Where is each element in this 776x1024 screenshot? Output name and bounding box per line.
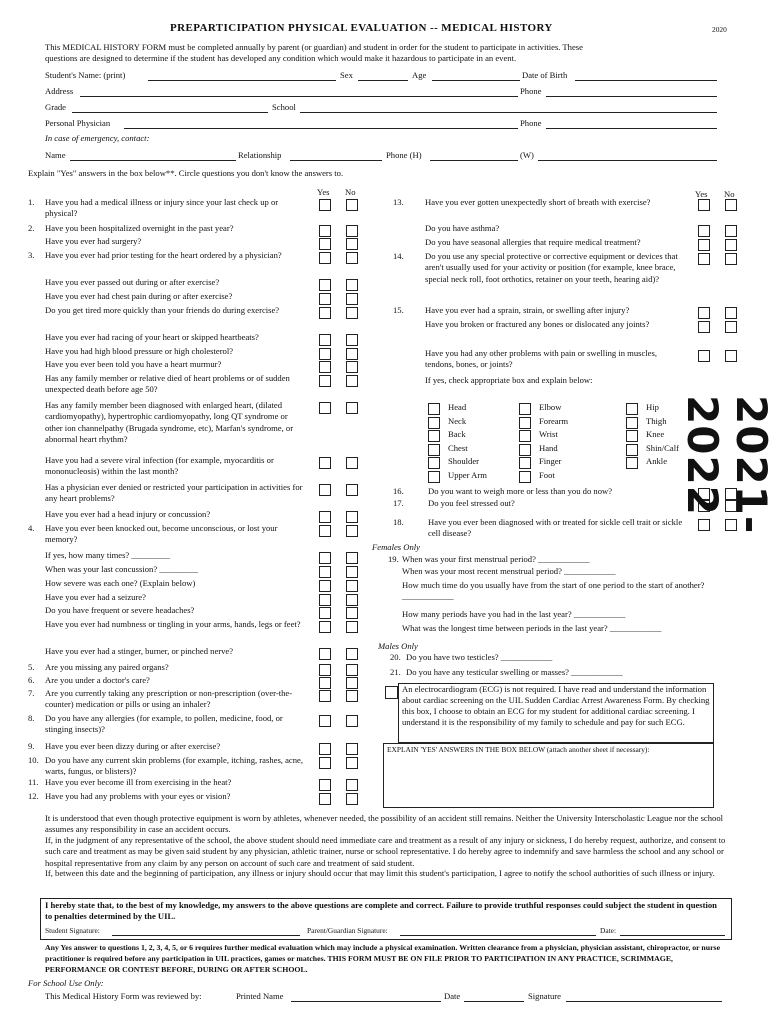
body-part-checkbox[interactable]	[626, 417, 638, 429]
right-question-text: Have you ever had a sprain, strain, or swelling after injury?	[425, 305, 630, 315]
body-part-checkbox[interactable]	[519, 444, 531, 456]
reviewed-by-label: This Medical History Form was reviewed by:	[45, 991, 202, 1001]
right-no-checkbox[interactable]	[725, 253, 737, 265]
female-question-text: What was the longest time between periods in the last year? ____________	[402, 623, 662, 633]
left-no-checkbox[interactable]	[346, 525, 358, 537]
left-yes-checkbox[interactable]	[319, 552, 331, 564]
left-question-text: Have you ever been knocked out, become unconscious, or lost your memory?	[45, 523, 278, 545]
right-question-text: Do you feel stressed out?	[428, 498, 515, 508]
legal-paragraph-2: If, in the judgment of any representative of the school, the above student should need immediate care and treatment as a result of any injury or sickness, I do hereby request, authorize, and consent to such care and treatment as may be given said student by any physician, athletic trainer, nurse or school representative. I do hereby agree to indemnify and save harmless the school and any school or hospital representative from any claim by any person on account of such care and treatment of said student.	[45, 835, 726, 868]
right-yes-header: Yes	[695, 189, 708, 199]
dob-field[interactable]	[575, 80, 717, 81]
body-part-label: Chest	[448, 442, 468, 453]
left-question-number: 9.	[28, 741, 35, 751]
left-no-checkbox[interactable]	[346, 293, 358, 305]
label-physician: Personal Physician	[45, 118, 111, 128]
left-yes-checkbox[interactable]	[319, 757, 331, 769]
females-only-label: Females Only	[372, 542, 420, 552]
left-yes-checkbox[interactable]	[319, 677, 331, 689]
left-question-text: How severe was each one? (Explain below)	[45, 578, 196, 588]
left-yes-checkbox[interactable]	[319, 279, 331, 291]
left-yes-checkbox[interactable]	[319, 648, 331, 660]
body-part-checkbox[interactable]	[428, 457, 440, 469]
body-part-checkbox[interactable]	[519, 471, 531, 483]
left-yes-checkbox[interactable]	[319, 375, 331, 387]
grade-field[interactable]	[72, 112, 268, 113]
body-part-checkbox[interactable]	[428, 417, 440, 429]
left-question-text: Are you currently taking any prescription or non-prescription (over-the-counter) medication or pills or using an inhaler?	[45, 688, 293, 710]
ecg-checkbox[interactable]	[385, 686, 398, 699]
label-phone: Phone	[520, 86, 542, 96]
right-no-checkbox[interactable]	[725, 225, 737, 237]
left-no-checkbox[interactable]	[346, 715, 358, 727]
right-question-text: Do you use any special protective or corrective equipment or devices that aren't usually used for your activity or position (for example, knee brace, special neck roll, foot orthotics, retainer on your teeth, hearing aid)?	[425, 251, 678, 284]
female-question-text: When was your first menstrual period? ____________	[402, 554, 590, 564]
left-yes-checkbox[interactable]	[319, 252, 331, 264]
body-part-checkbox[interactable]	[519, 430, 531, 442]
left-question-text: Have you ever had racing of your heart or skipped heartbeats?	[45, 332, 259, 342]
body-part-label: Shoulder	[448, 456, 480, 467]
relationship-field[interactable]	[290, 160, 382, 161]
left-question-text: Do you have frequent or severe headaches?	[45, 605, 195, 615]
left-question-text: Have you had any problems with your eyes or vision?	[45, 791, 231, 801]
left-no-checkbox[interactable]	[346, 648, 358, 660]
left-no-checkbox[interactable]	[346, 402, 358, 414]
right-question-text: Have you ever gotten unexpectedly short of breath with exercise?	[425, 197, 651, 207]
body-part-label: Head	[448, 402, 467, 412]
left-no-checkbox[interactable]	[346, 279, 358, 291]
left-question-number: 11.	[28, 777, 39, 787]
male-question-number: 21.	[390, 667, 401, 677]
ecg-text: An electrocardiogram (ECG) is not required. I have read and understand the information about cardiac screening on the UIL Sudden Cardiac Arrest Awareness Form. By checking this box, I choose to obtain an ECG for my student for additional cardiac screening. I understand it is the responsibility of my family to schedule and pay for such ECG.	[402, 684, 710, 727]
right-question-number: 13.	[393, 197, 404, 207]
right-question-text: Do you have seasonal allergies that require medical treatment?	[425, 237, 641, 247]
review-date-field[interactable]	[464, 1001, 524, 1002]
school-field[interactable]	[300, 112, 717, 113]
body-part-label: Hand	[539, 442, 558, 453]
body-part-checkbox[interactable]	[626, 430, 638, 442]
phone-h-field[interactable]	[430, 160, 518, 161]
right-question-text: Do you have asthma?	[425, 223, 500, 233]
body-part-label: Shin/Calf	[646, 442, 679, 453]
body-part-label: Ankle	[646, 456, 668, 467]
female-question-text: When was your most recent menstrual period? ____________	[402, 566, 616, 576]
left-question-text: Have you ever become ill from exercising in the heat?	[45, 777, 232, 787]
label-age: Age	[412, 70, 427, 80]
left-no-checkbox[interactable]	[346, 664, 358, 676]
legal-paragraph-1: It is understood that even though protective equipment is worn by athletes, whenever needed, the possibility of an accident still remains. Neither the University Interscholastic League nor the school assumes any responsibility in case an accident occurs.	[45, 813, 723, 835]
review-date-label: Date	[444, 991, 461, 1001]
left-no-checkbox[interactable]	[346, 594, 358, 606]
right-question-number: 15.	[393, 305, 404, 315]
right-yes-checkbox[interactable]	[698, 519, 710, 531]
left-no-checkbox[interactable]	[346, 484, 358, 496]
left-question-text: If yes, how many times? _________	[45, 550, 171, 560]
printed-name-field[interactable]	[291, 1001, 441, 1002]
label-phone-w: (W)	[520, 150, 534, 160]
review-signature-label: Signature	[528, 991, 561, 1001]
left-no-checkbox[interactable]	[346, 793, 358, 805]
label-grade: Grade	[45, 102, 66, 112]
age-field[interactable]	[432, 80, 520, 81]
legal-paragraph-3: If, between this date and the beginning of participation, any illness or injury should occur that may limit this student's participation, I agree to notify the school authorities of such illness or injury.	[45, 868, 715, 878]
right-no-header: No	[724, 189, 735, 199]
phone-w-field[interactable]	[538, 160, 717, 161]
left-question-text: Has a physician ever denied or restricted your participation in activities for any heart problems?	[45, 482, 303, 504]
parent-signature-field[interactable]	[400, 935, 596, 936]
left-question-text: When was your last concussion? _________	[45, 564, 198, 574]
left-no-checkbox[interactable]	[346, 566, 358, 578]
emergency-name-field[interactable]	[70, 160, 236, 161]
male-question-number: 20.	[390, 652, 401, 662]
left-yes-checkbox[interactable]	[319, 743, 331, 755]
right-question-number: 16.	[393, 486, 404, 496]
explain-instructions: Explain "Yes" answers in the box below**. Circle questions you don't know the answers to.	[28, 168, 344, 178]
review-signature-field[interactable]	[566, 1001, 722, 1002]
left-question-text: Have you had high blood pressure or high cholesterol?	[45, 346, 234, 356]
left-question-text: Have you been hospitalized overnight in the past year?	[45, 223, 234, 233]
body-part-checkbox[interactable]	[428, 444, 440, 456]
label-name: Name	[45, 150, 66, 160]
left-no-checkbox[interactable]	[346, 552, 358, 564]
left-no-checkbox[interactable]	[346, 580, 358, 592]
label-relationship: Relationship	[238, 150, 282, 160]
left-yes-checkbox[interactable]	[319, 607, 331, 619]
parent-signature-label: Parent/Guardian Signature:	[307, 926, 388, 935]
left-no-checkbox[interactable]	[346, 225, 358, 237]
left-yes-checkbox[interactable]	[319, 307, 331, 319]
form-year: 2020	[712, 25, 727, 34]
left-question-text: Have you ever had numbness or tingling in your arms, hands, legs or feet?	[45, 619, 301, 629]
left-question-text: Are you missing any paired organs?	[45, 662, 169, 672]
left-yes-checkbox[interactable]	[319, 238, 331, 250]
left-question-number: 1.	[28, 197, 35, 207]
right-yes-checkbox[interactable]	[698, 199, 710, 211]
left-yes-checkbox[interactable]	[319, 293, 331, 305]
body-part-label: Back	[448, 429, 466, 440]
male-question-text: Do you have any testicular swelling or masses? ____________	[406, 667, 623, 677]
left-question-text: Do you have any current skin problems (for example, itching, rashes, acne, warts, fungus, or blisters)?	[45, 755, 303, 777]
left-question-text: Have you ever had a stinger, burner, or pinched nerve?	[45, 646, 234, 656]
left-yes-checkbox[interactable]	[319, 484, 331, 496]
label-dob: Date of Birth	[522, 70, 568, 80]
right-yes-checkbox[interactable]	[698, 253, 710, 265]
left-yes-checkbox[interactable]	[319, 566, 331, 578]
left-question-text: Have you had a severe viral infection (for example, myocarditis or mononucleosis) within the last month?	[45, 455, 274, 477]
left-question-text: Have you ever been told you have a heart murmur?	[45, 359, 222, 369]
declaration-text: I hereby state that, to the best of my knowledge, my answers to the above questions are complete and correct. Failure to provide truthful responses could subject the student in question to penalties determined by the UIL.	[45, 900, 717, 921]
intro-line-2: questions are designed to determine if the student has developed any condition which would make it hazardous to participate in an event.	[45, 53, 517, 63]
left-question-text: Do you have any allergies (for example, to pollen, medicine, food, or stinging insects)?	[45, 713, 283, 735]
right-yes-checkbox[interactable]	[698, 321, 710, 333]
footer-note: Any Yes answer to questions 1, 2, 3, 4, 5, or 6 requires further medical evaluation which may include a physical examination. Written clearance from a physician, physician assistant, chiropractor, or nurse practitioner is required before any participation in UIL practices, games or matches. THIS FORM MUST BE ON FILE PRIOR TO PARTICIPATION IN ANY PRACTICE, SCRIMMAGE, PERFORMANCE OR CONTEST BEFORE, DURING OR AFTER SCHOOL.	[45, 943, 721, 974]
males-only-label: Males Only	[378, 641, 418, 651]
label-school: School	[272, 102, 296, 112]
left-no-checkbox[interactable]	[346, 621, 358, 633]
year-stamp: 2021-2022	[678, 395, 776, 535]
left-yes-checkbox[interactable]	[319, 690, 331, 702]
left-no-checkbox[interactable]	[346, 743, 358, 755]
left-question-number: 12.	[28, 791, 39, 801]
left-question-number: 7.	[28, 688, 35, 698]
left-yes-checkbox[interactable]	[319, 361, 331, 373]
right-question-text: Do you want to weigh more or less than you do now?	[428, 486, 613, 496]
body-part-label: Forearm	[539, 415, 569, 426]
explain-box-label: EXPLAIN 'YES' ANSWERS IN THE BOX BELOW (attach another sheet if necessary):	[387, 745, 650, 754]
left-yes-checkbox[interactable]	[319, 225, 331, 237]
label-phone-h: Phone (H)	[386, 150, 422, 160]
left-question-text: Have you ever had prior testing for the heart ordered by a physician?	[45, 250, 282, 260]
left-question-text: Have you had a medical illness or injury since your last check up or physical?	[45, 197, 279, 219]
female-question-text: How many periods have you had in the last year? ____________	[402, 609, 626, 619]
right-question-number: 14.	[393, 251, 404, 261]
right-question-text: Have you had any other problems with pain or swelling in muscles, tendons, bones, or joints?	[425, 348, 657, 370]
body-part-label: Wrist	[539, 429, 558, 440]
phone-field[interactable]	[546, 96, 717, 97]
left-question-text: Have you ever had a head injury or concussion?	[45, 509, 211, 519]
address-field[interactable]	[80, 96, 518, 97]
left-yes-checkbox[interactable]	[319, 334, 331, 346]
left-yes-checkbox[interactable]	[319, 715, 331, 727]
left-no-checkbox[interactable]	[346, 677, 358, 689]
body-part-checkbox[interactable]	[428, 471, 440, 483]
left-question-number: 6.	[28, 675, 35, 685]
left-yes-checkbox[interactable]	[319, 580, 331, 592]
left-yes-checkbox[interactable]	[319, 594, 331, 606]
left-no-checkbox[interactable]	[346, 361, 358, 373]
body-part-checkbox[interactable]	[626, 403, 638, 415]
left-question-number: 10.	[28, 755, 39, 765]
body-part-checkbox[interactable]	[428, 430, 440, 442]
left-yes-checkbox[interactable]	[319, 779, 331, 791]
right-no-checkbox[interactable]	[725, 199, 737, 211]
left-yes-checkbox[interactable]	[319, 348, 331, 360]
left-no-checkbox[interactable]	[346, 252, 358, 264]
right-yes-checkbox[interactable]	[698, 307, 710, 319]
label-address: Address	[45, 86, 74, 96]
right-question-number: 18.	[393, 517, 404, 527]
left-yes-checkbox[interactable]	[319, 511, 331, 523]
right-no-checkbox[interactable]	[725, 239, 737, 251]
right-no-checkbox[interactable]	[725, 321, 737, 333]
left-question-text: Have you ever had a seizure?	[45, 592, 146, 602]
left-question-number: 4.	[28, 523, 35, 533]
body-part-checkbox[interactable]	[428, 403, 440, 415]
left-question-number: 2.	[28, 223, 35, 233]
body-part-label: Upper Arm	[448, 470, 487, 480]
right-yes-checkbox[interactable]	[698, 225, 710, 237]
right-question-text: If yes, check appropriate box and explain below:	[425, 375, 593, 385]
body-part-label: Knee	[646, 429, 665, 440]
body-part-checkbox[interactable]	[519, 457, 531, 469]
left-no-checkbox[interactable]	[346, 607, 358, 619]
right-no-checkbox[interactable]	[725, 350, 737, 362]
physician-field[interactable]	[124, 128, 518, 129]
right-yes-checkbox[interactable]	[698, 350, 710, 362]
signature-date-field[interactable]	[620, 935, 725, 936]
emergency-label: In case of emergency, contact:	[45, 133, 150, 143]
printed-name-label: Printed Name	[236, 991, 284, 1001]
left-no-checkbox[interactable]	[346, 375, 358, 387]
body-part-checkbox[interactable]	[626, 444, 638, 456]
left-no-checkbox[interactable]	[346, 511, 358, 523]
intro-line-1: This MEDICAL HISTORY FORM must be completed annually by parent (or guardian) and student in order for the student to participate in activities. These	[45, 42, 583, 52]
right-no-checkbox[interactable]	[725, 307, 737, 319]
left-no-checkbox[interactable]	[346, 757, 358, 769]
left-no-checkbox[interactable]	[346, 690, 358, 702]
left-question-text: Have you ever passed out during or after exercise?	[45, 277, 220, 287]
body-part-checkbox[interactable]	[626, 457, 638, 469]
left-question-text: Do you get tired more quickly than your friends do during exercise?	[45, 305, 280, 315]
sex-field[interactable]	[358, 80, 408, 81]
left-question-text: Has any family member been diagnosed with enlarged heart, (dilated cardiomyopathy), hypertrophic cardiomyopathy, long QT syndrome or other ion channelpathy (Brugada syndrome, etc), Marfan's syndrome, or abnormal heart rhythm?	[45, 400, 294, 445]
left-no-checkbox[interactable]	[346, 238, 358, 250]
left-no-checkbox[interactable]	[346, 199, 358, 211]
left-no-checkbox[interactable]	[346, 348, 358, 360]
left-yes-checkbox[interactable]	[319, 457, 331, 469]
student-name-field[interactable]	[148, 80, 336, 81]
left-no-checkbox[interactable]	[346, 457, 358, 469]
physician-phone-field[interactable]	[546, 128, 717, 129]
left-no-header: No	[345, 187, 356, 197]
student-signature-label: Student Signature:	[45, 926, 100, 935]
body-part-label: Thigh	[646, 415, 667, 426]
body-part-label: Hip	[646, 402, 659, 412]
left-no-checkbox[interactable]	[346, 307, 358, 319]
label-sex: Sex	[340, 70, 353, 80]
left-question-number: 3.	[28, 250, 35, 260]
left-question-text: Have you ever had chest pain during or after exercise?	[45, 291, 233, 301]
left-yes-checkbox[interactable]	[319, 525, 331, 537]
body-part-label: Foot	[539, 470, 555, 480]
left-yes-header: Yes	[317, 187, 330, 197]
label-phone-2: Phone	[520, 118, 542, 128]
male-question-text: Do you have two testicles? ____________	[406, 652, 553, 662]
body-part-checkbox[interactable]	[519, 403, 531, 415]
left-no-checkbox[interactable]	[346, 334, 358, 346]
body-part-label: Neck	[448, 415, 467, 426]
left-question-number: 5.	[28, 662, 35, 672]
left-question-text: Are you under a doctor's care?	[45, 675, 150, 685]
right-question-text: Have you broken or fractured any bones or dislocated any joints?	[425, 319, 650, 329]
female-question-number: 19.	[388, 554, 399, 564]
label-student-name: Student's Name: (print)	[45, 70, 126, 80]
signature-date-label: Date:	[600, 926, 617, 935]
left-question-number: 8.	[28, 713, 35, 723]
left-no-checkbox[interactable]	[346, 779, 358, 791]
left-yes-checkbox[interactable]	[319, 199, 331, 211]
left-yes-checkbox[interactable]	[319, 402, 331, 414]
body-part-checkbox[interactable]	[519, 417, 531, 429]
form-title: PREPARTICIPATION PHYSICAL EVALUATION -- MEDICAL HISTORY	[170, 22, 553, 34]
left-yes-checkbox[interactable]	[319, 664, 331, 676]
school-use-label: For School Use Only:	[28, 978, 104, 988]
left-yes-checkbox[interactable]	[319, 793, 331, 805]
body-part-label: Elbow	[539, 402, 562, 412]
left-yes-checkbox[interactable]	[319, 621, 331, 633]
right-yes-checkbox[interactable]	[698, 239, 710, 251]
body-part-label: Finger	[539, 456, 562, 467]
right-question-number: 17.	[393, 498, 404, 508]
female-question-text: How much time do you usually have from the start of one period to the start of another? ____________	[402, 580, 705, 602]
right-question-text: Have you ever been diagnosed with or treated for sickle cell trait or sickle cell disease?	[428, 517, 683, 539]
student-signature-field[interactable]	[112, 935, 300, 936]
left-question-text: Have you ever had surgery?	[45, 236, 142, 246]
left-question-text: Have you ever been dizzy during or after exercise?	[45, 741, 221, 751]
left-question-text: Has any family member or relative died of heart problems or of sudden unexpected death before age 50?	[45, 373, 290, 395]
